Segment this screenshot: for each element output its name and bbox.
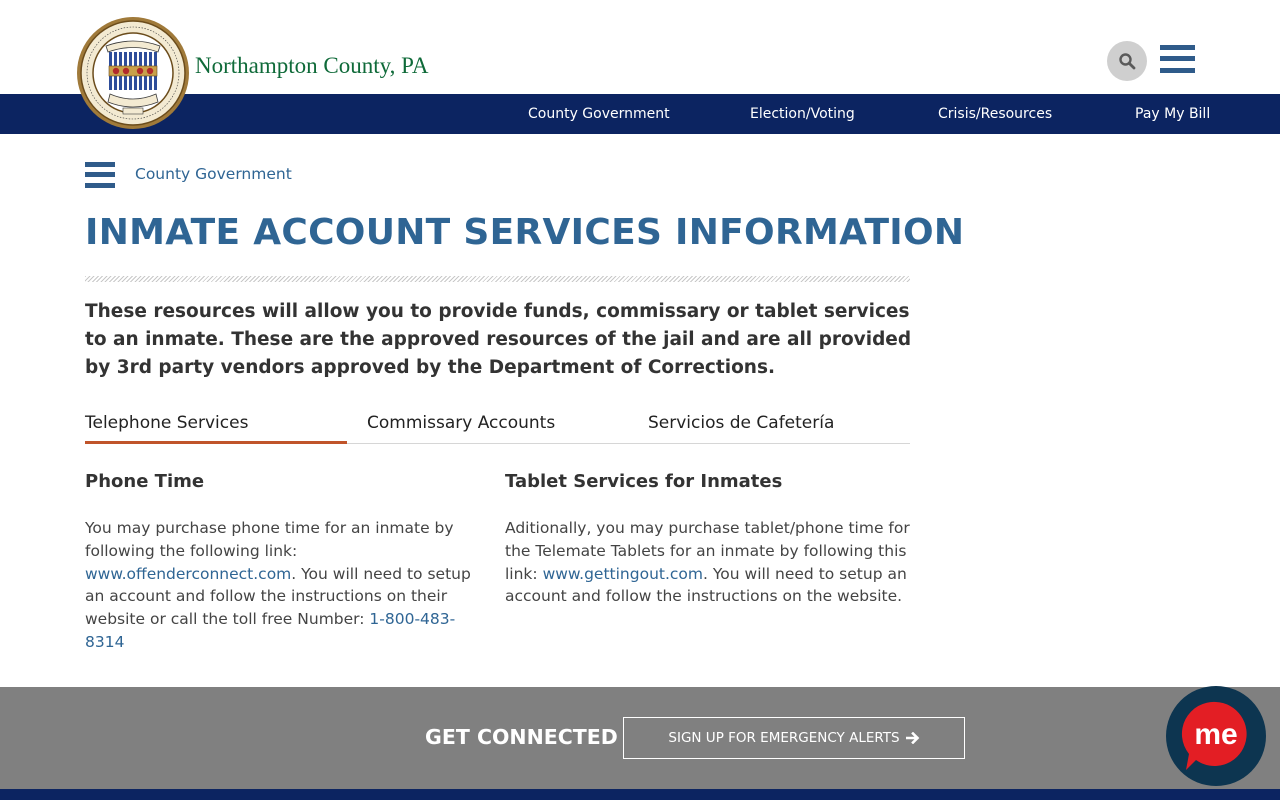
title-divider [85,276,910,282]
hamburger-icon [1160,45,1195,50]
phone-time-text: You may purchase phone time for an inmate by following the following link: www.offenderconnect.com. You will need to setup an account and follow the instructions on their website or call the toll free Number: 1-800-483-8314 [85,519,471,651]
county-seal-logo[interactable] [76,16,190,130]
nav-pay-my-bill[interactable]: Pay My Bill [1135,106,1211,122]
nav-crisis-resources[interactable]: Crisis/Resources [938,106,1053,122]
toll-free-phone-link[interactable]: 1-800-483-8314 [85,610,456,651]
tablet-services-heading: Tablet Services for Inmates [505,471,783,492]
offenderconnect-link[interactable]: www.offenderconnect.com [85,564,292,583]
tab-servicios-de-cafeteria[interactable]: Servicios de Cafetería [648,413,835,433]
chat-widget-button[interactable] [1166,686,1266,786]
nav-county-government[interactable]: County Government [528,106,670,122]
chat-bubble-icon [1166,686,1266,786]
phone-time-heading: Phone Time [85,471,205,492]
site-header [0,0,1280,94]
hamburger-menu-button[interactable] [1160,45,1195,73]
search-button[interactable] [1107,41,1147,81]
seal-emblem [76,16,190,130]
arrow-right-icon [906,732,920,744]
footer-strip [0,789,1280,800]
site-name-link[interactable]: Northampton County, PA [195,53,429,78]
main-navigation [0,94,1280,134]
tab-telephone-services[interactable]: Telephone Services [85,408,347,444]
service-tabs [85,408,910,444]
chat-label: me [1194,718,1238,751]
page-title: INMATE ACCOUNT SERVICES INFORMATION [85,212,965,253]
nav-election-voting[interactable]: Election/Voting [750,106,855,122]
search-icon [1118,52,1136,70]
tab-commissary-accounts[interactable]: Commissary Accounts [367,413,556,433]
emergency-alerts-label: SIGN UP FOR EMERGENCY ALERTS [668,730,900,746]
emergency-alerts-signup-button[interactable] [623,717,965,759]
get-connected-label: GET CONNECTED [425,725,618,749]
tablet-services-text: Aditionally, you may purchase tablet/phone time for the Telemate Tablets for an inmate by following this link: www.gettingout.com. You will need to setup an account and follow the instructions on the website. [505,519,910,606]
gettingout-link[interactable]: www.gettingout.com [542,564,704,583]
section-menu-button[interactable] [85,162,115,188]
intro-text: These resources will allow you to provide funds, commissary or tablet services to an inmate. These are the approved resources of the jail and are all provided by 3rd party vendors approved by the Department of Corrections. [85,301,912,378]
list-menu-icon [85,162,115,167]
breadcrumb-county-government[interactable]: County Government [135,165,292,183]
